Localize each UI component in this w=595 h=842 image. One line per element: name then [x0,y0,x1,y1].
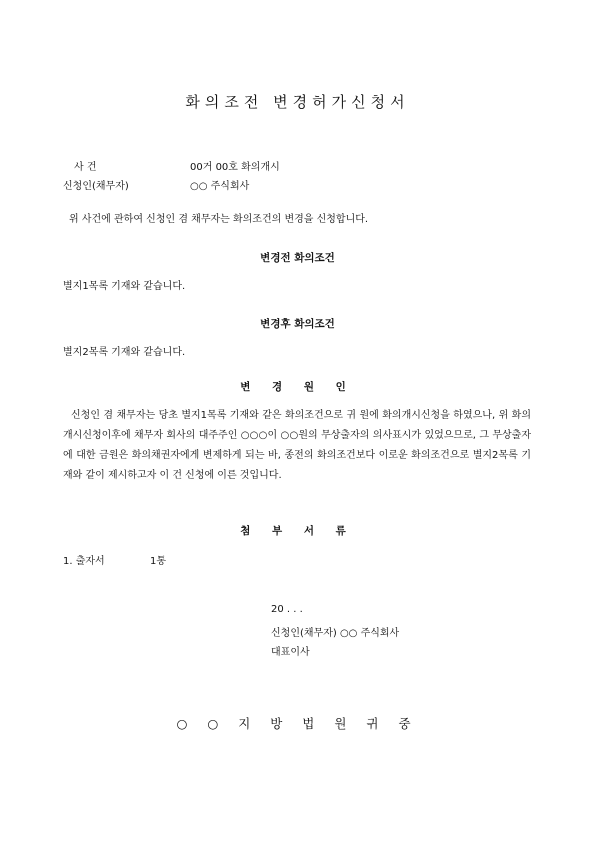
representative-line: 대표이사 [271,647,310,658]
after-conditions-text: 별지2목록 기재와 같습니다. [63,347,186,358]
reason-heading: 변 경 원 인 [240,381,355,393]
applicant-value: ○○ 주식회사 [190,181,250,192]
document-title: 화의조전 변경허가신청서 [185,93,410,111]
after-conditions-heading: 변경후 화의조건 [260,318,335,330]
attachment-item: 1. 출자서 [63,556,105,567]
attachment-count: 1통 [150,556,167,567]
intro-text: 위 사건에 관하여 신청인 겸 채무자는 화의조건의 변경을 신청합니다. [69,214,369,225]
date-line: 20 . . . [271,604,303,615]
case-label: 사 건 [74,162,97,173]
before-conditions-text: 별지1목록 기재와 같습니다. [63,281,186,292]
signer-line: 신청인(채무자) ○○ 주식회사 [271,628,400,639]
court-addressee: ○ ○ 지 방 법 원 귀 중 [176,716,419,731]
reason-paragraph: 신청인 겸 채무자는 당초 별지1목록 기재와 같은 화의조건으로 귀 원에 화의개시신청을 하였으나, 위 화의개시신청이후에 채무자 회사의 대주주인 ○○○이 ○○원의 무상출자의 의사표시가 있었으므로, 그 무상출자에 대한 금원은 화의채권자에게 변제하게 되는 바, 종전의 화의조건보다 이로운 화의조건으로 별지2목록 기재와 같이 제시하고자 이 건 신청에 이른 것입니다. [63,410,531,481]
attachments-heading: 첨 부 서 류 [240,525,355,537]
applicant-label: 신청인(채무자) [63,181,129,192]
before-conditions-heading: 변경전 화의조건 [260,252,335,264]
case-value: 00거 00호 화의개시 [190,162,280,173]
